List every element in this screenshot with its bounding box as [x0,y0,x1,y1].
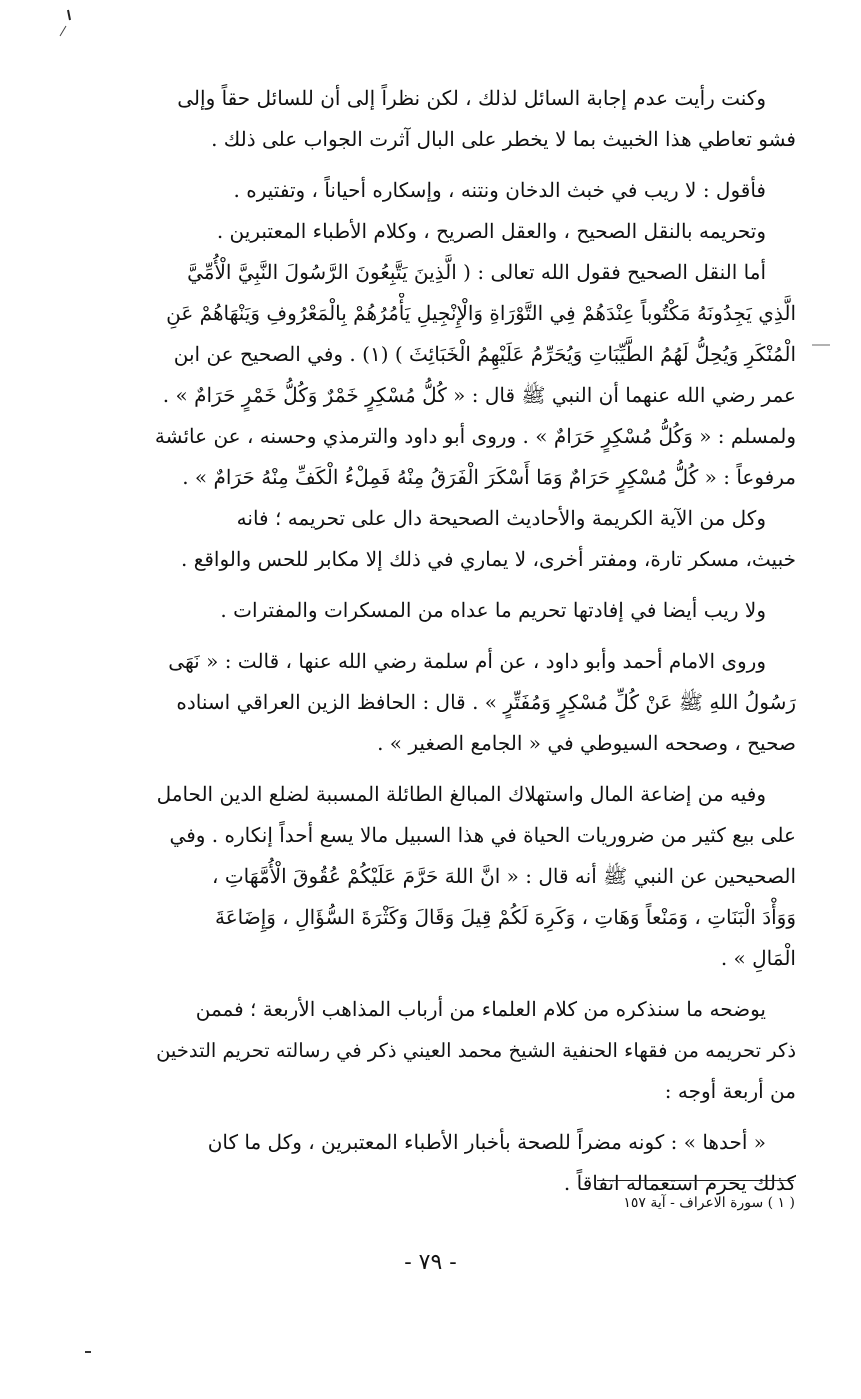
text-line: من أربعة أوجه : [664,1079,796,1103]
text-line: يوضحه ما سنذكره من كلام العلماء من أرباب المذاهب الأربعة ؛ فممن [195,997,766,1021]
text-line: ولمسلم : « وَكُلُّ مُسْكِرٍ حَرَامٌ » . وروى أبو داود والترمذي وحسنه ، عن عائشة [154,424,796,448]
paragraph-gap [148,160,796,170]
text-line: أما النقل الصحيح فقول الله تعالى : ( الَّذِينَ يَتَّبِعُونَ الرَّسُولَ النَّبِيَّ الْأُمِّيَّ [187,260,766,284]
paragraph [148,989,796,1112]
paragraph [148,252,796,498]
paragraph [148,498,796,580]
text-line: مرفوعاً : « كُلُّ مُسْكِرٍ حَرَامٌ وَمَا أَسْكَرَ الْفَرَقُ مِنْهُ فَمِلْءُ الْكَفِّ مِنْهُ حَرَامٌ » . [182,465,796,489]
text-line: الَّذِي يَجِدُونَهُ مَكْتُوباً عِنْدَهُمْ فِي التَّوْرَاةِ وَالْإِنْجِيلِ يَأْمُرُهُمْ بِالْمَعْرُوفِ وَيَنْهَاهُمْ عَنِ [166,301,796,325]
text-line: وكل من الآية الكريمة والأحاديث الصحيحة دال على تحريمه ؛ فانه [236,506,766,530]
paragraph [148,774,796,979]
text-line: الْمُنْكَرِ وَيُحِلُّ لَهُمُ الطَّيِّبَاتِ وَيُحَرِّمُ عَلَيْهِمُ الْخَبَائِثَ ) (١) . وفي الصحيح عن ابن [173,342,796,366]
text-line: الْمَالِ » . [720,946,796,970]
page-number: - ٧٩ - [404,1250,457,1275]
paragraph-gap [148,1112,796,1122]
paragraph-gap [148,580,796,590]
text-line: وروى الامام أحمد وأبو داود ، عن أم سلمة رضي الله عنها ، قالت : « نَهَى [168,649,766,673]
text-line: عمر رضي الله عنهما أن النبي ﷺ قال : « كُلُّ مُسْكِرٍ خَمْرٌ وَكُلُّ خَمْرٍ حَرَامٌ » . [162,383,796,407]
text-line: الصحيحين عن النبي ﷺ أنه قال : « انَّ اللهَ حَرَّمَ عَلَيْكُمْ عُقُوقَ الْأُمَّهَاتِ ، [212,864,796,888]
paragraph [148,78,796,160]
text-line: رَسُولُ اللهِ ﷺ عَنْ كُلِّ مُسْكِرٍ وَمُفَتِّرٍ » . قال : الحافظ الزين العراقي اسناده [176,690,796,714]
paragraph [148,211,796,252]
paragraph [148,170,796,211]
main-text [148,78,796,1204]
text-line: ذكر تحريمه من فقهاء الحنفية الشيخ محمد العيني ذكر في رسالته تحريم التدخين [156,1039,796,1062]
paragraph [148,641,796,764]
scan-mark [68,10,70,20]
paragraph-gap [148,764,796,774]
text-line: فأقول : لا ريب في خبث الدخان ونتنه ، وإسكاره أحياناً ، وتفتيره . [233,178,766,202]
text-line: ولا ريب أيضا في إفادتها تحريم ما عداه من المسكرات والمفترات . [220,598,766,622]
text-line: فشو تعاطي هذا الخبيث بما لا يخطر على البال آثرت الجواب على ذلك . [211,127,796,151]
paragraph-gap [148,979,796,989]
scan-mark [60,26,66,36]
text-line: وكنت رأيت عدم إجابة السائل لذلك ، لكن نظراً إلى أن للسائل حقاً وإلى [177,86,766,110]
text-line: كذلك يحرم استعماله اتفاقاً . [563,1171,796,1195]
text-line: وفيه من إضاعة المال واستهلاك المبالغ الطائلة المسببة لضلع الدين الحامل [156,782,766,806]
text-line: خبيث، مسكر تارة، ومفتر أخرى، لا يماري في ذلك إلا مكابر للحس والواقع . [180,547,796,571]
text-line: وتحريمه بالنقل الصحيح ، والعقل الصريح ، وكلام الأطباء المعتبرين . [216,219,766,243]
text-line: على بيع كثير من ضروريات الحياة في هذا السبيل مالا يسع أحداً إنكاره . وفي [169,823,796,847]
footnote-separator [597,1180,794,1181]
footnote: ( ١ ) سورة الاعراف - آية ١٥٧ [623,1195,795,1211]
text-line: وَوَأْدَ الْبَنَاتِ ، وَمَنْعاً وَهَاتِ ، وَكَرِهَ لَكُمْ قِيلَ وَقَالَ وَكَثْرَةَ السُّؤَالِ ، وَإِضَاعَةَ [214,905,796,929]
text-line: صحيح ، وصححه السيوطي في « الجامع الصغير » . [377,731,796,755]
paragraph [148,590,796,631]
text-line: « أحدها » : كونه مضراً للصحة بأخبار الأطباء المعتبرين ، وكل ما كان [207,1130,766,1154]
paragraph-gap [148,631,796,641]
